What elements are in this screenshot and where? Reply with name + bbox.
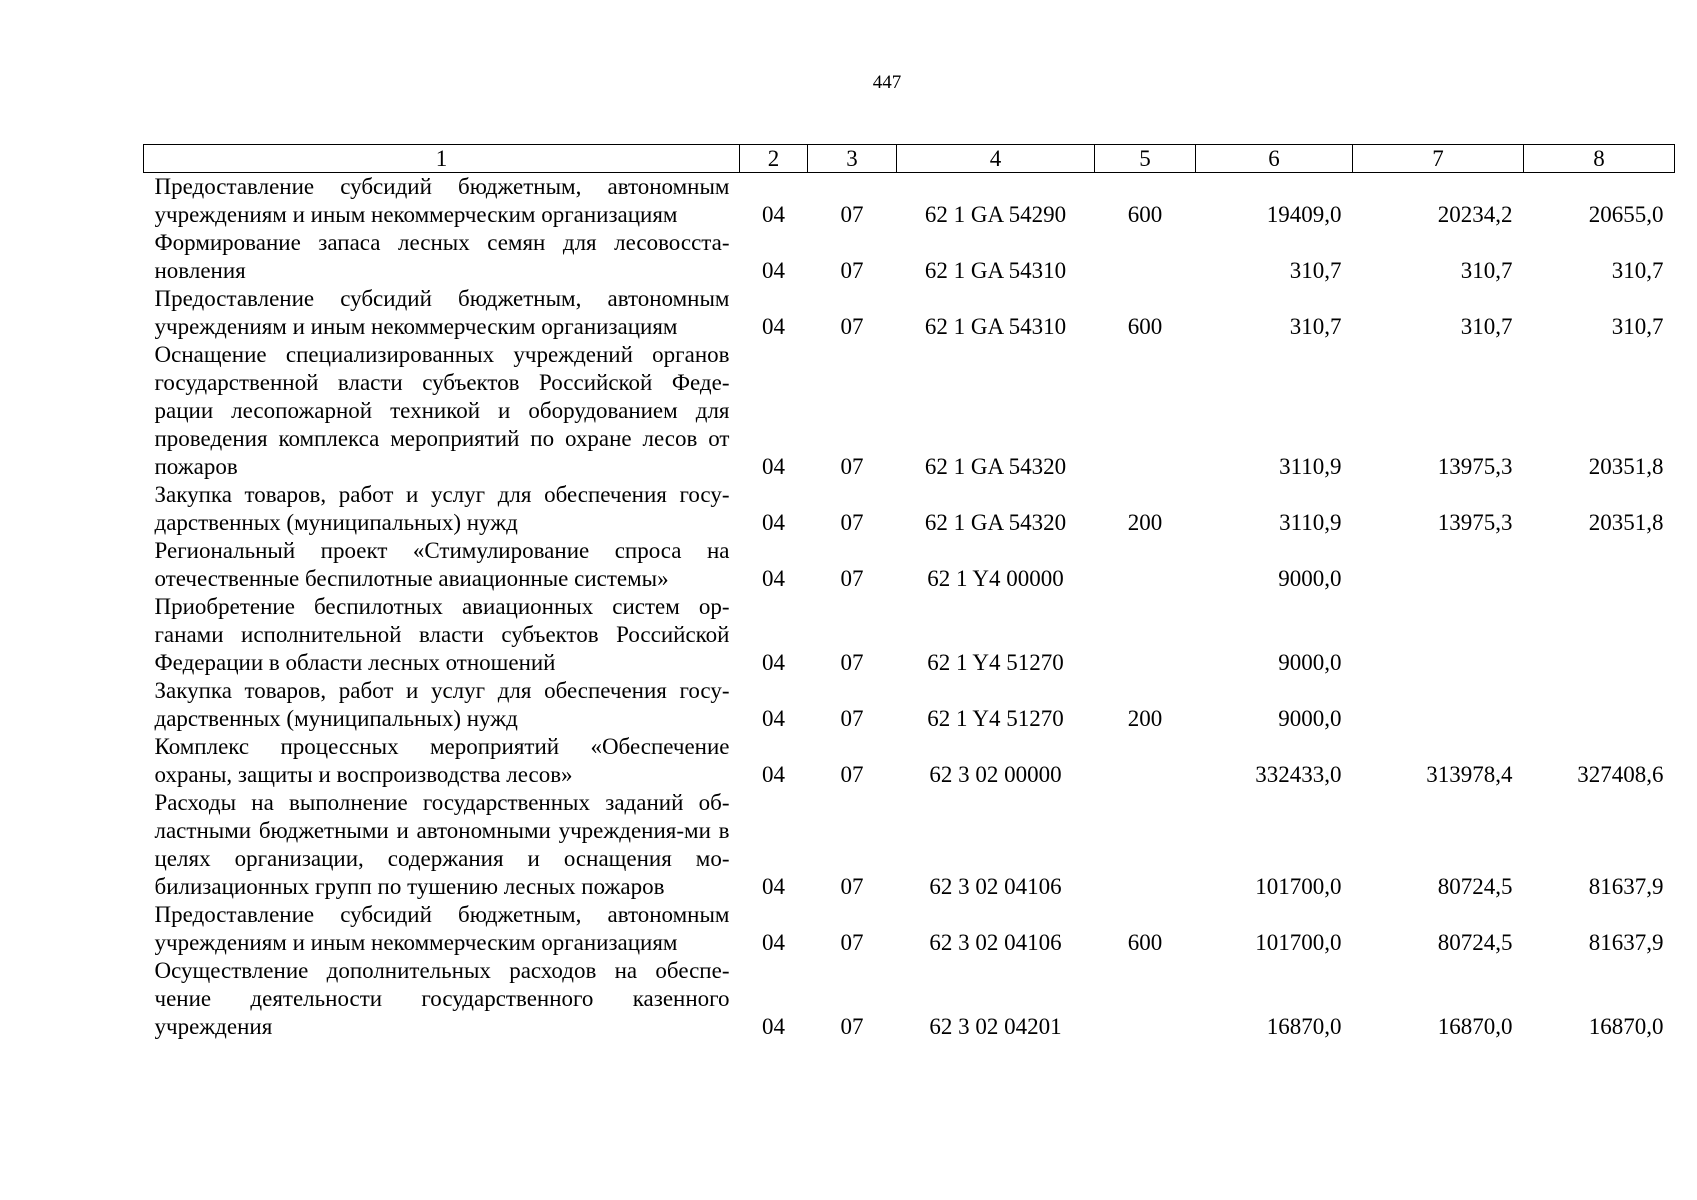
section-code-cell: 04	[762, 566, 785, 591]
subsection-code-cell: 07	[840, 874, 864, 899]
subsection-code-cell: 07	[840, 762, 864, 787]
amount-col8-cell: 20351,8	[1588, 510, 1664, 535]
amount-col7-cell	[1353, 677, 1524, 733]
row-name-cell: Предоставление субсидий бюджетным, автономным учреждениям и иным некоммерческим организациям	[154, 902, 730, 955]
amount-col8-cell	[1524, 537, 1675, 593]
amount-col6-cell: 332433,0	[1255, 762, 1342, 787]
amount-col6-cell: 19409,0	[1266, 202, 1342, 227]
table-row	[144, 901, 1675, 957]
subsection-code-cell: 07	[840, 566, 864, 591]
subsection-code-cell: 07	[840, 454, 864, 479]
amount-col6-cell: 310,7	[1289, 314, 1342, 339]
target-article-cell: 62 1 Y4 51270	[927, 650, 1064, 675]
subsection-code-cell: 07	[840, 650, 864, 675]
amount-col6-cell: 9000,0	[1278, 650, 1342, 675]
amount-col8-cell: 310,7	[1611, 258, 1664, 283]
subsection-code-cell: 07	[840, 202, 864, 227]
table-row	[144, 341, 1675, 481]
section-code-cell: 04	[762, 314, 785, 339]
target-article-cell: 62 3 02 00000	[929, 762, 1062, 787]
expense-type-cell	[1095, 229, 1196, 285]
amount-col7-cell: 13975,3	[1437, 454, 1513, 479]
row-name-cell: Осуществление дополнительных расходов на обеспе-чение деятельности государственного казенного учреждения	[154, 958, 730, 1039]
column-header-7: 7	[1353, 145, 1524, 173]
row-name-cell: Региональный проект «Стимулирование спроса на отечественные беспилотные авиационные системы»	[154, 538, 730, 591]
subsection-code-cell: 07	[840, 1014, 864, 1039]
expense-type-cell: 200	[1127, 510, 1163, 535]
expense-type-cell	[1095, 733, 1196, 789]
amount-col8-cell: 310,7	[1611, 314, 1664, 339]
subsection-code-cell: 07	[840, 510, 864, 535]
target-article-cell: 62 1 GA 54310	[924, 258, 1067, 283]
amount-col7-cell: 313978,4	[1426, 762, 1513, 787]
amount-col6-cell: 9000,0	[1278, 566, 1342, 591]
expense-type-cell	[1095, 537, 1196, 593]
budget-table	[143, 144, 1675, 1041]
row-name-cell: Оснащение специализированных учреждений органов государственной власти субъектов Российской Феде-рации лесопожарной техникой и оборудованием для проведения комплекса мероприятий по охране лесов от пожаров	[154, 342, 730, 479]
section-code-cell: 04	[762, 202, 785, 227]
column-header-1: 1	[144, 145, 740, 173]
expense-type-cell	[1095, 957, 1196, 1041]
amount-col7-cell: 13975,3	[1437, 510, 1513, 535]
target-article-cell: 62 3 02 04201	[929, 1014, 1062, 1039]
table-row	[144, 957, 1675, 1041]
target-article-cell: 62 1 Y4 00000	[927, 566, 1064, 591]
expense-type-cell	[1095, 341, 1196, 481]
amount-col6-cell: 310,7	[1289, 258, 1342, 283]
column-header-6: 6	[1196, 145, 1353, 173]
amount-col8-cell: 327408,6	[1577, 762, 1664, 787]
amount-col8-cell: 81637,9	[1588, 930, 1664, 955]
table-row	[144, 593, 1675, 677]
amount-col7-cell: 310,7	[1460, 258, 1513, 283]
amount-col8-cell	[1524, 593, 1675, 677]
table-row	[144, 537, 1675, 593]
subsection-code-cell: 07	[840, 706, 864, 731]
amount-col6-cell: 9000,0	[1278, 706, 1342, 731]
table-row	[144, 285, 1675, 341]
target-article-cell: 62 1 GA 54290	[924, 202, 1067, 227]
row-name-cell: Закупка товаров, работ и услуг для обеспечения госу-дарственных (муниципальных) нужд	[154, 482, 730, 535]
subsection-code-cell: 07	[840, 314, 864, 339]
amount-col8-cell: 81637,9	[1588, 874, 1664, 899]
table-row	[144, 229, 1675, 285]
amount-col8-cell: 20655,0	[1588, 202, 1664, 227]
amount-col7-cell: 80724,5	[1437, 930, 1513, 955]
amount-col8-cell	[1524, 677, 1675, 733]
section-code-cell: 04	[762, 930, 785, 955]
target-article-cell: 62 1 GA 54310	[924, 314, 1067, 339]
table-row	[144, 481, 1675, 537]
amount-col6-cell: 3110,9	[1279, 510, 1342, 535]
section-code-cell: 04	[762, 650, 785, 675]
amount-col8-cell: 20351,8	[1588, 454, 1664, 479]
amount-col7-cell: 16870,0	[1437, 1014, 1513, 1039]
subsection-code-cell: 07	[840, 258, 864, 283]
amount-col6-cell: 101700,0	[1255, 874, 1342, 899]
column-header-4: 4	[897, 145, 1095, 173]
row-name-cell: Закупка товаров, работ и услуг для обеспечения госу-дарственных (муниципальных) нужд	[154, 678, 730, 731]
table-row	[144, 173, 1675, 230]
section-code-cell: 04	[762, 706, 785, 731]
row-name-cell: Комплекс процессных мероприятий «Обеспечение охраны, защиты и воспроизводства лесов»	[154, 734, 730, 787]
section-code-cell: 04	[762, 1014, 785, 1039]
row-name-cell: Формирование запаса лесных семян для лесовосста-новления	[154, 230, 730, 283]
table-row	[144, 789, 1675, 901]
expense-type-cell: 600	[1127, 930, 1163, 955]
table-body	[144, 173, 1675, 1042]
section-code-cell: 04	[762, 762, 785, 787]
expense-type-cell: 600	[1127, 202, 1163, 227]
subsection-code-cell: 07	[840, 930, 864, 955]
target-article-cell: 62 1 GA 54320	[924, 510, 1067, 535]
column-header-5: 5	[1095, 145, 1196, 173]
section-code-cell: 04	[762, 258, 785, 283]
column-header-3: 3	[808, 145, 897, 173]
amount-col8-cell: 16870,0	[1588, 1014, 1664, 1039]
column-header-2: 2	[740, 145, 808, 173]
column-header-8: 8	[1524, 145, 1675, 173]
amount-col7-cell	[1353, 593, 1524, 677]
table-header-row	[144, 145, 1675, 173]
amount-col6-cell: 3110,9	[1279, 454, 1342, 479]
expense-type-cell: 600	[1127, 314, 1163, 339]
amount-col7-cell	[1353, 537, 1524, 593]
row-name-cell: Предоставление субсидий бюджетным, автономным учреждениям и иным некоммерческим организациям	[154, 174, 730, 227]
section-code-cell: 04	[762, 510, 785, 535]
amount-col7-cell: 310,7	[1460, 314, 1513, 339]
amount-col7-cell: 80724,5	[1437, 874, 1513, 899]
expense-type-cell	[1095, 789, 1196, 901]
row-name-cell: Предоставление субсидий бюджетным, автономным учреждениям и иным некоммерческим организациям	[154, 286, 730, 339]
expense-type-cell	[1095, 593, 1196, 677]
amount-col6-cell: 16870,0	[1266, 1014, 1342, 1039]
amount-col7-cell: 20234,2	[1437, 202, 1513, 227]
target-article-cell: 62 3 02 04106	[929, 874, 1062, 899]
expense-type-cell: 200	[1127, 706, 1163, 731]
amount-col6-cell: 101700,0	[1255, 930, 1342, 955]
section-code-cell: 04	[762, 874, 785, 899]
table-row	[144, 677, 1675, 733]
target-article-cell: 62 1 GA 54320	[924, 454, 1067, 479]
row-name-cell: Приобретение беспилотных авиационных систем ор-ганами исполнительной власти субъектов Российской Федерации в области лесных отношений	[154, 594, 730, 675]
row-name-cell: Расходы на выполнение государственных заданий об-ластными бюджетными и автономными учреждения-ми в целях организации, содержания и оснащения мо-билизационных групп по тушению лесных пожаров	[154, 790, 730, 899]
section-code-cell: 04	[762, 454, 785, 479]
target-article-cell: 62 3 02 04106	[929, 930, 1062, 955]
page-number: 447	[872, 72, 902, 93]
table-row	[144, 733, 1675, 789]
target-article-cell: 62 1 Y4 51270	[927, 706, 1064, 731]
